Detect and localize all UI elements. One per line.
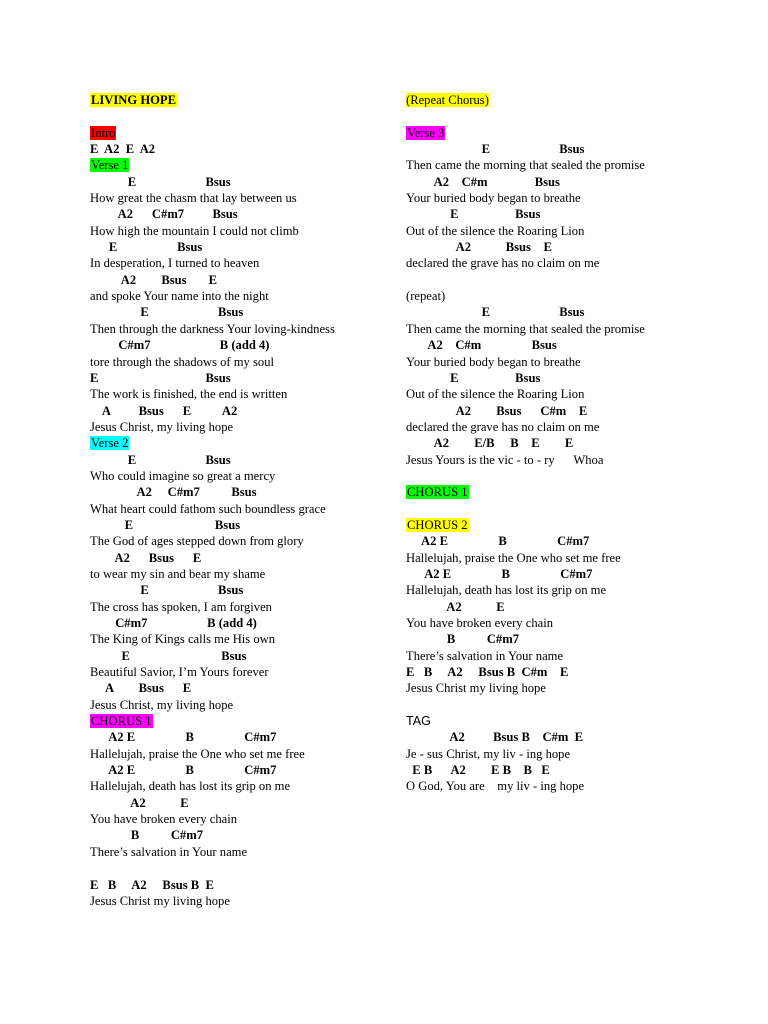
chord-line [90,795,390,811]
right-column [406,92,736,795]
lyric-line-text: The cross has spoken, I am forgiven [90,599,272,614]
blank-line [406,468,736,484]
lyric-line [90,664,390,680]
song-title [90,92,390,108]
chord-line [90,762,390,778]
chord-line [90,484,390,500]
chord-line-text: A2 E B C#m7 [90,763,277,778]
chord-line [406,566,736,582]
lyric-line-text: Jesus Christ my living hope [406,681,546,696]
chord-line-text: A2 C#m Bsus [406,174,560,189]
lyric-line [406,157,736,173]
lyric-line [406,582,736,598]
section-heading-text: Intro [91,125,116,140]
chord-line-text: E Bsus [406,207,541,222]
chord-line [90,827,390,843]
section-heading [90,157,390,173]
lyric-line-text: to wear my sin and bear my shame [90,566,266,581]
lyric-line-text: The work is finished, the end is written [90,387,288,402]
chord-line-text: E A2 E A2 [90,142,156,157]
lyric-line-text: Hallelujah, praise the One who set me free [406,550,621,565]
chord-line-text: C#m7 B (add 4) [90,616,257,630]
chord-line-text: A2 E [90,795,189,810]
chord-line [90,615,390,631]
chord-line [406,403,736,419]
lyric-line-text: Je - sus Christ, my liv - ing hope [406,746,571,761]
lyric-line-text: There’s salvation in Your name [406,648,564,663]
lyric-line-text: Jesus Christ my living hope [90,893,230,908]
lyric-line-text: Then came the morning that sealed the promise [406,321,645,336]
chord-line [90,174,390,190]
lyric-line-text: Hallelujah, praise the One who set me free [90,746,305,761]
song-title-text: LIVING HOPE [91,93,177,107]
lyric-line [406,190,736,206]
chord-line [406,174,736,190]
lyric-line [90,697,390,713]
chord-line-text: E Bsus [90,648,247,663]
chord-line [90,877,390,893]
chord-line-text: B C#m7 [90,828,203,843]
section-heading-text: CHORUS 1 [407,485,468,500]
chord-line [406,631,736,647]
tag-heading [406,713,736,729]
lyric-line-text: What heart could fathom such boundless grace [90,501,326,516]
chord-line-text: A Bsus E A2 [90,403,238,418]
chord-line-text: A2 Bsus E [90,272,218,287]
chord-line [406,206,736,222]
chord-line [90,141,390,157]
lyric-line [90,811,390,827]
lyric-line [406,386,736,402]
lyric-line-text: There’s salvation in Your name [90,844,248,859]
lyric-line [90,288,390,304]
chord-line-text: A2 C#m7 Bsus [90,207,238,222]
lyric-line-text: Your buried body began to breathe [406,191,581,206]
lyric-line [406,550,736,566]
chord-line-text: A2 E [406,599,505,614]
chord-line-text: E Bsus [90,583,244,598]
lyric-line-text: declared the grave has no claim on me [406,256,600,271]
chord-line-text: E Bsus [90,370,231,385]
lyric-line-text: Out of the silence the Roaring Lion [406,223,585,238]
lyric-line [406,778,736,794]
chord-line-text: E Bsus [90,305,244,320]
chord-line [406,141,736,157]
lyric-line [90,321,390,337]
lyric-line [90,746,390,762]
chord-line-text: A2 E B C#m7 [90,730,277,745]
lyric-line [90,501,390,517]
lyric-line-text: Then came the morning that sealed the promise [406,158,645,173]
blank-line [406,501,736,517]
lyric-line-text: Hallelujah, death has lost its grip on me [90,779,291,794]
chord-line-text: E B A2 E B B E [406,763,550,778]
lyric-line [90,631,390,647]
lyric-line-text: Your buried body began to breathe [406,354,581,369]
lyric-line [90,386,390,402]
lyric-line [90,223,390,239]
chord-line [90,239,390,255]
lyric-line [406,354,736,370]
chord-line [406,337,736,353]
chord-line-text: E Bsus [406,142,585,157]
chord-line-text: A2 E B C#m7 [406,534,590,549]
chord-line-text: E B A2 Bsus B C#m E [406,665,569,680]
lyric-line-text: The King of Kings calls me His own [90,632,276,647]
chord-line-text: E Bsus [406,370,541,385]
chord-line [90,337,390,353]
chord-line [90,272,390,288]
chord-line-text: A2 Bsus B C#m E [406,730,584,745]
section-heading [406,517,736,533]
chord-line [406,239,736,255]
chord-line-text: B C#m7 [406,632,519,647]
section-heading [90,125,390,141]
lyric-line [406,452,736,468]
chord-line-text: C#m7 B (add 4) [90,338,270,353]
lyric-line [406,746,736,762]
blank-line [406,272,736,288]
chord-line-text: E B A2 Bsus B E [90,877,214,892]
chord-line-text: A2 Bsus E [406,240,552,255]
lyric-line [90,354,390,370]
lyric-line-text: Beautiful Savior, I’m Yours forever [90,665,269,680]
lyric-line [90,190,390,206]
lyric-line [90,533,390,549]
chord-line [90,582,390,598]
chord-line [90,680,390,696]
lyric-line-text: You have broken every chain [406,616,554,630]
chord-line-text: A2 Bsus C#m E [406,403,588,418]
chord-line-text: E Bsus [90,517,241,532]
lyric-line [406,223,736,239]
chord-line-text: A2 C#m Bsus [406,338,557,353]
chord-line-text: E Bsus [90,174,231,189]
chord-line [406,304,736,320]
lyric-line [406,255,736,271]
blank-line [90,108,390,124]
chord-line [90,370,390,386]
chord-line [90,648,390,664]
lyric-line [90,599,390,615]
lyric-line-text: O God, You are my liv - ing hope [406,779,585,794]
blank-line [90,860,390,876]
lyric-line [406,419,736,435]
lyric-line-text: How high the mountain I could not climb [90,223,299,238]
chord-line [90,550,390,566]
section-heading [90,435,390,451]
chord-line-text: A Bsus E [90,681,192,696]
chord-line [90,206,390,222]
lyric-line [90,255,390,271]
lyric-line [406,615,736,631]
section-heading [90,713,390,729]
chord-line [406,729,736,745]
chord-line [90,452,390,468]
lyric-line-text: How great the chasm that lay between us [90,191,297,206]
left-column [90,92,390,909]
lyric-line [90,468,390,484]
section-heading-text: Verse 1 [91,158,129,173]
blank-line [406,108,736,124]
section-heading [406,125,736,141]
chord-line [406,762,736,778]
lyric-line-text: You have broken every chain [90,812,238,827]
lyric-line-text: Then through the darkness Your loving-kindness [90,321,335,336]
lyric-line-text: The God of ages stepped down from glory [90,534,304,549]
blank-line [406,697,736,713]
lyric-line [90,566,390,582]
lyric-line-text: In desperation, I turned to heaven [90,256,260,271]
chord-line [406,664,736,680]
chord-line [406,370,736,386]
chord-line [406,533,736,549]
chord-line-text: A2 C#m7 Bsus [90,485,257,500]
chord-line [90,729,390,745]
section-heading [406,484,736,500]
section-note-text: (Repeat Chorus) [406,93,489,107]
chord-line [90,304,390,320]
lyric-line-text: declared the grave has no claim on me [406,419,600,434]
lyric-line-text: Hallelujah, death has lost its grip on me [406,583,607,598]
section-heading-text: CHORUS 2 [407,517,468,532]
chord-line [90,403,390,419]
lyric-line-text: Who could imagine so great a mercy [90,468,276,483]
chord-line-text: E Bsus [90,452,231,467]
lyric-line [406,680,736,696]
chord-line-text: A2 E B C#m7 [406,566,593,581]
lyric-line [406,648,736,664]
lyric-line-text: and spoke Your name into the night [90,289,269,304]
lyric-line [90,844,390,860]
section-heading-text: Verse 3 [407,125,445,140]
chord-line-text: E Bsus [90,240,203,255]
section-heading-text: CHORUS 1 [91,714,152,729]
chord-line-text: A2 E/B B E E [406,436,574,451]
lyric-line-text: Jesus Christ, my living hope [90,419,234,434]
lyric-line [90,893,390,909]
lyric-line-text: Out of the silence the Roaring Lion [406,387,585,402]
section-heading-text: Verse 2 [91,436,129,451]
section-note [406,92,736,108]
chord-line [406,599,736,615]
lyric-line-text: Jesus Christ, my living hope [90,697,234,712]
chord-line [90,517,390,533]
tag-heading-text: TAG [406,714,431,729]
chord-line-text: E Bsus [406,305,585,320]
lyric-line [406,321,736,337]
chord-line-text: A2 Bsus E [90,550,202,565]
lyric-line [406,288,736,304]
lyric-line-text: (repeat) [406,289,446,304]
lyric-line-text: tore through the shadows of my soul [90,354,274,369]
lyric-line-text: Jesus Yours is the vic - to - ry Whoa [406,452,604,467]
lyric-line [90,778,390,794]
chord-line [406,435,736,451]
lyric-line [90,419,390,435]
